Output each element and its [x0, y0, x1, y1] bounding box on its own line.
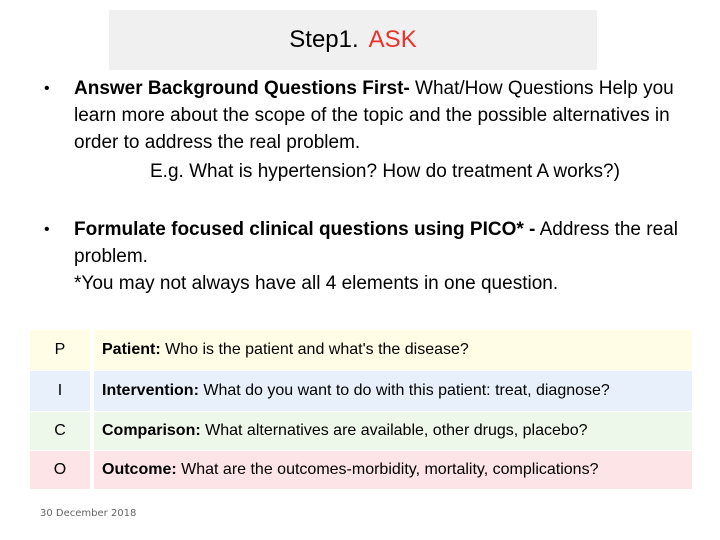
bullet-example: E.g. What is hypertension? How do treatment A works?)	[150, 161, 620, 182]
title-accent: ASK	[368, 26, 417, 53]
pico-term: Patient:	[102, 341, 161, 358]
pico-term: Comparison:	[102, 422, 201, 439]
pico-text: What alternatives are available, other drugs, placebo?	[205, 422, 588, 439]
bullet-icon: •	[44, 80, 50, 97]
bullet-background-questions	[44, 75, 704, 185]
pico-description	[94, 371, 692, 411]
pico-letter: C	[30, 412, 90, 450]
pico-text: Who is the patient and what's the disease?	[165, 341, 469, 358]
title-main: Step1.	[289, 26, 359, 53]
bullet-heading: Formulate focused clinical questions using PICO* -	[74, 219, 536, 240]
pico-letter: P	[30, 330, 90, 370]
pico-term: Outcome:	[102, 461, 177, 478]
pico-description	[94, 451, 692, 489]
bullet-heading: Answer Background Questions First-	[74, 78, 410, 99]
pico-row-patient	[30, 330, 692, 370]
pico-row-comparison	[30, 412, 692, 450]
pico-row-intervention	[30, 371, 692, 411]
bullet-note: *You may not always have all 4 elements in one question.	[74, 273, 559, 294]
bullet-icon: •	[44, 221, 50, 238]
pico-letter: I	[30, 371, 90, 411]
pico-description	[94, 412, 692, 450]
pico-text: What are the outcomes-morbidity, mortality, complications?	[181, 461, 599, 478]
bullet-text: Address the real problem.	[74, 219, 678, 267]
pico-term: Intervention:	[102, 382, 199, 399]
slide-title	[109, 10, 597, 70]
bullet-pico	[44, 216, 704, 297]
footer-date: 30 December 2018	[40, 508, 137, 519]
pico-row-outcome	[30, 451, 692, 489]
bullet-text: What/How Questions Help you learn more about the scope of the topic and the possible alternatives in order to address the real problem.	[74, 78, 674, 153]
pico-description	[94, 330, 692, 370]
pico-text: What do you want to do with this patient: treat, diagnose?	[203, 382, 610, 399]
pico-table	[30, 330, 692, 490]
pico-letter: O	[30, 451, 90, 489]
